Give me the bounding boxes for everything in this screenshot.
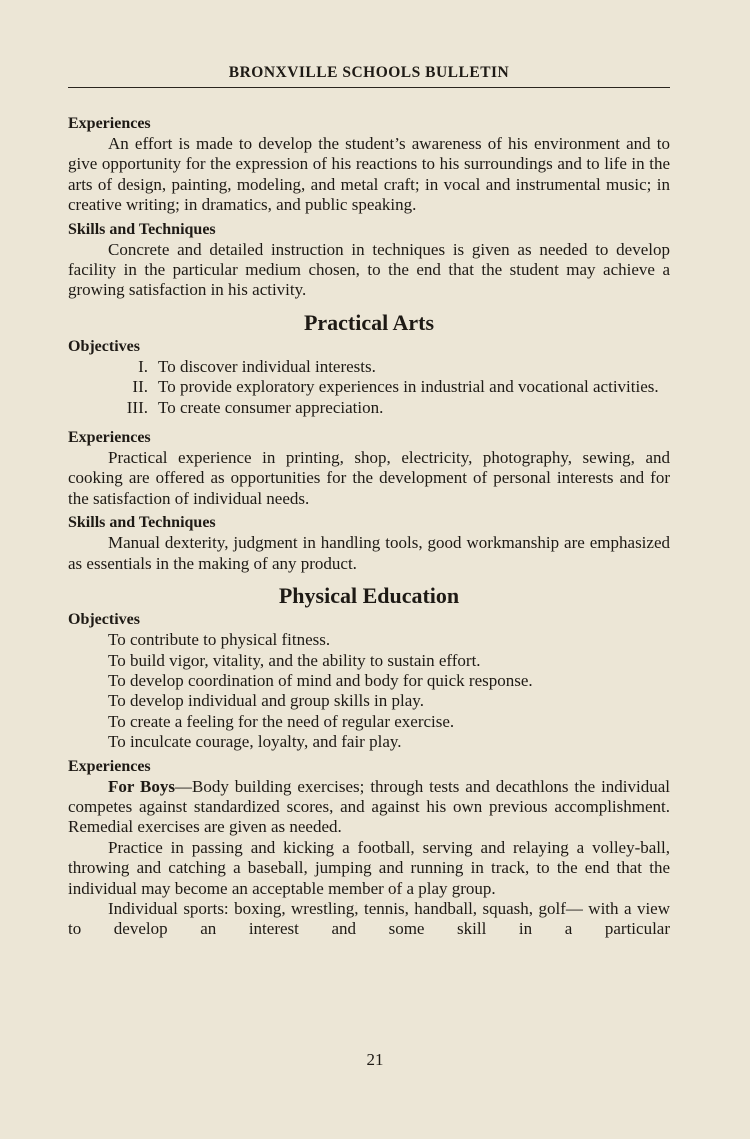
list-item: To build vigor, vitality, and the ability to sustain effort. <box>108 650 481 670</box>
pe-individual-text: Individual sports: boxing, wrestling, tennis, handball, squash, golf— with a view to develop an interest and some skill in a particular <box>68 898 670 939</box>
practical-skills-heading: Skills and Techniques <box>68 514 216 532</box>
list-item-number: II. <box>132 377 148 397</box>
practical-experiences-text: Practical experience in printing, shop, electricity, photography, sewing, and cooking are offered as opportunities for the development of personal interests and for the satisfaction of individual needs. <box>68 448 670 508</box>
list-item <box>68 377 670 397</box>
list-item-number: I. <box>138 356 148 376</box>
arts-skills-heading: Skills and Techniques <box>68 220 216 238</box>
list-item <box>68 357 670 377</box>
list-item: To create a feeling for the need of regular exercise. <box>108 711 455 731</box>
arts-experiences-heading: Experiences <box>68 115 151 132</box>
page-number: 21 <box>366 1050 384 1069</box>
practical-objectives-list <box>68 357 670 418</box>
running-head: BRONXVILLE SCHOOLS BULLETIN <box>228 64 510 81</box>
pe-objectives-list <box>68 630 670 752</box>
list-item: To develop individual and group skills in play. <box>108 691 424 711</box>
practical-objectives-heading: Objectives <box>68 337 140 355</box>
page-content <box>68 114 670 940</box>
pe-objectives-heading: Objectives <box>68 611 140 629</box>
arts-experiences-text: An effort is made to develop the student’s awareness of his environment and to give opportunity for the expression of his reactions to his surroundings and to life in the arts of design, painting, modeling, and metal craft; in vocal and instrumental music; in creative writing; in dramatics, and public speaking. <box>68 134 670 215</box>
arts-skills-text: Concrete and detailed instruction in techniques is given as needed to develop facility in the particular medium chosen, to the end that the student may achieve a growing satisfaction in his activity. <box>68 239 670 300</box>
boys-lead: For Boys <box>108 776 176 796</box>
list-item: To contribute to physical fitness. <box>108 630 331 650</box>
list-item <box>68 398 670 418</box>
practical-arts-title: Practical Arts <box>303 309 435 335</box>
header-rule <box>68 87 670 88</box>
boys-body: —Body building exercises; through tests and decathlons the individual competes against standardized scores, and against his own previous accomplishment. Remedial exercises are given as needed. <box>68 776 671 837</box>
pe-boys-text <box>68 777 670 838</box>
list-item: To inculcate courage, loyalty, and fair play. <box>108 732 402 752</box>
list-item: To develop coordination of mind and body for quick response. <box>108 670 533 690</box>
list-item-text: To create consumer appreciation. <box>158 397 384 417</box>
practical-experiences-heading: Experiences <box>68 429 151 447</box>
list-item-text: To provide exploratory experiences in industrial and vocational activities. <box>158 377 659 397</box>
list-item-number: III. <box>126 397 148 417</box>
pe-practice-text: Practice in passing and kicking a football, serving and relaying a volley-ball, throwing and catching a baseball, jumping and running in track, to the end that the individual may become an acceptable member of a play group. <box>68 837 670 898</box>
practical-skills-text: Manual dexterity, judgment in handling tools, good workmanship are emphasized as essentials in the making of any product. <box>68 533 670 573</box>
pe-experiences-heading: Experiences <box>68 757 151 775</box>
physical-education-title: Physical Education <box>278 583 460 609</box>
list-item-text: To discover individual interests. <box>158 356 376 376</box>
